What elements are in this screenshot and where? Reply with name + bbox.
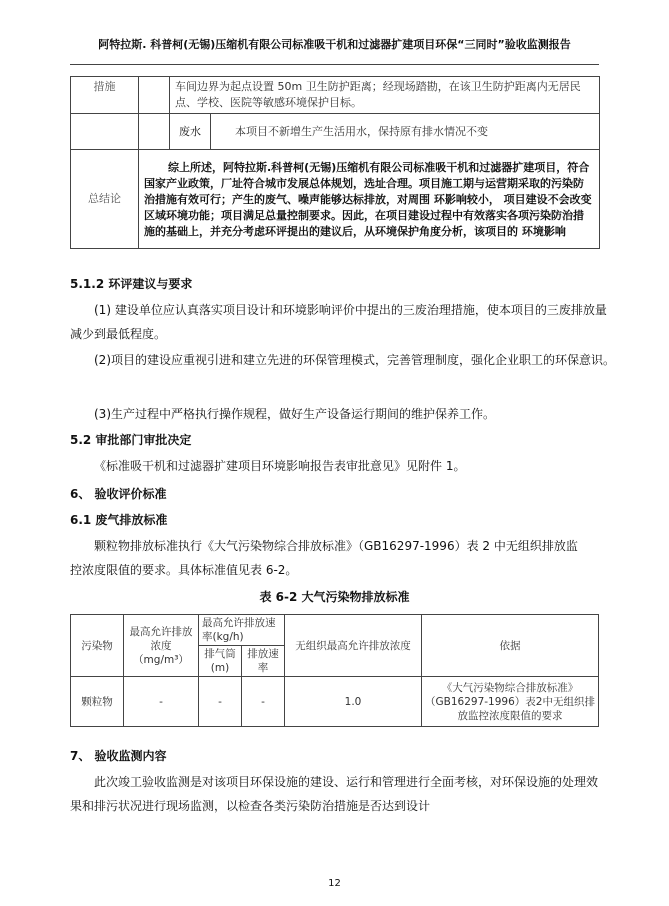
header-stack-height: 排气筒(m) (199, 646, 242, 677)
section-heading-52: 5.2 审批部门审批决定 (70, 433, 192, 447)
row-label-conclusion: 总结论 (71, 150, 139, 249)
section-heading-6: 6、 验收评价标准 (70, 487, 167, 501)
row-text-conclusion: 综上所述，阿特拉斯.科普柯(无锡)压缩机有限公司标准吸干机和过滤器扩建项目，符合国家产业政策，厂址符合城市发展总体规划，选址合理。项目施工期与运营期采取的污染防治措施有效可行；产生的废气、噪声能够达标排放，对周围 环影响较小， 项目建设不会改变区域环境功能；项目满足总量控制要求。因此，在项目建设过程中有效落实各项污染防治措施的基础上，并充分考虑环评提出的建议后，从环境保护角度分析，该项目的 环境影响 (139, 150, 600, 249)
row-label-measures: 措施 (71, 77, 139, 114)
row-label-wastewater: 废水 (170, 114, 211, 150)
table-row (71, 677, 599, 727)
cell-basis: 《大气污染物综合排放标准》（GB16297-1996）表2中无组织排放监控浓度限值的要求 (422, 677, 599, 727)
paragraph: 此次竣工验收监测是对该项目环保设施的建设、运行和管理进行全面考核，对环保设施的处理效果和排污状况进行现场监测，以检查各类污染防治措施是否达到设计 (70, 775, 599, 813)
section-heading-7: 7、 验收监测内容 (70, 749, 167, 763)
cell-pollutant: 颗粒物 (71, 677, 124, 727)
row-text-wastewater: 本项目不新增生产生活用水，保持原有排水情况不变 (211, 114, 600, 150)
emission-standard-table (70, 614, 599, 727)
table-row (71, 77, 600, 114)
cell-stack-height: - (199, 677, 242, 727)
header-divider (70, 64, 599, 65)
header-rate-sub: 排放速率 (242, 646, 285, 677)
summary-table (70, 76, 600, 249)
paragraph: (3)生产过程中严格执行操作规程，做好生产设备运行期间的维护保养工作。 (94, 407, 496, 421)
paragraph: 《标准吸干机和过滤器扩建项目环境影响报告表审批意见》见附件 1。 (94, 459, 466, 473)
empty-cell (139, 114, 170, 150)
section-heading-61: 6.1 废气排放标准 (70, 513, 168, 527)
header-unorganized: 无组织最高允许排放浓度 (285, 615, 422, 677)
cell-concentration: - (124, 677, 199, 727)
header-concentration-unit: （mg/m³） (133, 653, 189, 666)
header-rate: 最高允许排放速率(kg/h) (199, 615, 285, 646)
cell-rate: - (242, 677, 285, 727)
empty-cell (71, 114, 139, 150)
table-header-row (71, 615, 599, 646)
table-row (71, 114, 600, 150)
header-pollutant: 污染物 (71, 615, 124, 677)
cell-unorganized: 1.0 (285, 677, 422, 727)
table-row (71, 150, 600, 249)
paragraph: (2)项目的建设应重视引进和建立先进的环保管理模式，完善管理制度，强化企业职工的环保意识。 (94, 353, 616, 367)
page-number: 12 (328, 878, 341, 889)
page-header: 阿特拉斯. 科普柯(无锡)压缩机有限公司标准吸干机和过滤器扩建项目环保“三同时”验收监测报告 (98, 38, 571, 51)
header-basis: 依据 (422, 615, 599, 677)
paragraph: (1) 建设单位应认真落实项目设计和环境影响评价中提出的三废治理措施，使本项目的三废排放量减少到最低程度。 (70, 303, 607, 341)
header-concentration-text: 最高允许排放浓度 (129, 625, 193, 652)
empty-cell (139, 77, 170, 114)
header-concentration (124, 615, 199, 677)
table-caption: 表 6-2 大气污染物排放标准 (259, 590, 410, 604)
row-text-measures: 车间边界为起点设置 50m 卫生防护距离；经现场踏勘，在该卫生防护距离内无居民点、学校、医院等敏感环境保护目标。 (170, 77, 600, 114)
paragraph: 颗粒物排放标准执行《大气污染物综合排放标准》（GB16297-1996）表 2 中无组织排放监控浓度限值的要求。具体标准值见表 6-2。 (70, 539, 578, 577)
section-heading-512: 5.1.2 环评建议与要求 (70, 277, 193, 291)
